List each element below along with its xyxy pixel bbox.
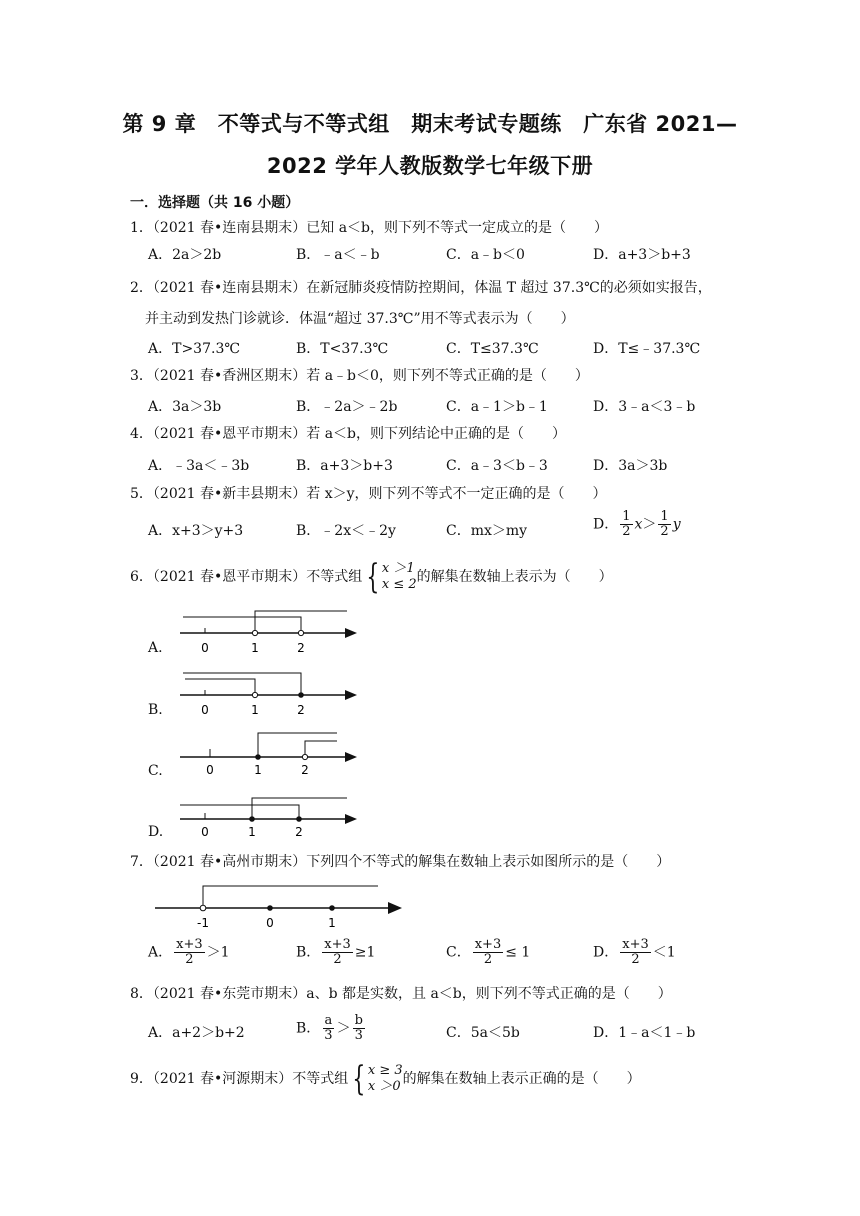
question-5-stem: 5．（2021 春•新丰县期末）若 x＞y，则下列不等式不一定正确的是（ ） xyxy=(130,486,607,502)
option-d: D．T≤﹣37.3℃ xyxy=(593,341,701,357)
svg-text:2: 2 xyxy=(297,641,305,655)
option-d-letter: D． xyxy=(593,516,619,533)
question-3-stem: 3．（2021 春•香洲区期末）若 a﹣b＜0，则下列不等式正确的是（ ） xyxy=(130,368,589,384)
option-b: B． $\frac{x+3}{2}$ ≥1 xyxy=(296,937,376,967)
fraction: $\frac{1}{2}$ xyxy=(660,509,669,539)
section-heading: 一．选择题（共 16 小题） xyxy=(130,195,300,211)
number-line-option-b xyxy=(175,665,365,725)
inequality-system: { x ＞1 x ≤ 2 xyxy=(366,557,417,597)
page-title-line2: 2022 学年人教版数学七年级下册 xyxy=(266,154,594,178)
option-a: A． $\frac{x+3}{2}$ ＞1 xyxy=(148,937,230,967)
option-b: B．a+3＞b+3 xyxy=(296,458,393,474)
option-a: A．x+3＞y+3 xyxy=(148,523,244,539)
option-d: D． $\frac{1}{2}$ x＞ $\frac{1}{2}$ y xyxy=(593,509,681,539)
option-c: C．mx＞my xyxy=(446,523,528,539)
svg-text:1: 1 xyxy=(328,916,336,930)
option-d: D．a+3＞b+3 xyxy=(593,247,691,263)
question-2-stem-line1: 2．（2021 春•连南县期末）在新冠肺炎疫情防控期间，体温 T 超过 37.3℃的必须如实报告， xyxy=(130,280,712,296)
svg-text:1: 1 xyxy=(251,641,259,655)
question-7-options xyxy=(148,938,748,978)
page-title-line1: 第 9 章 不等式与不等式组 期末考试专题练 广东省 2021— xyxy=(122,112,738,136)
question-4-options xyxy=(148,455,748,483)
svg-text:2: 2 xyxy=(301,763,309,777)
svg-text:0: 0 xyxy=(201,703,209,717)
question-1-stem: 1．（2021 春•连南县期末）已知 a＜b，则下列不等式一定成立的是（ ） xyxy=(130,220,609,236)
inequality-system: { x ≥ 3 x ＞0 xyxy=(352,1059,403,1099)
question-7-stem: 7．（2021 春•高州市期末）下列四个不等式的解集在数轴上表示如图所示的是（ ） xyxy=(130,854,671,870)
option-b: B．﹣2a＞﹣2b xyxy=(296,399,398,415)
number-line-option-a xyxy=(175,603,365,663)
svg-text:2: 2 xyxy=(297,703,305,717)
option-c-label: C. xyxy=(148,763,163,779)
question-8-stem: 8．（2021 春•东莞市期末）a、b 都是实数，且 a＜b，则下列不等式正确的是（ ） xyxy=(130,986,672,1002)
option-a: A．﹣3a＜﹣3b xyxy=(148,458,250,474)
svg-text:0: 0 xyxy=(201,641,209,655)
option-d-label: D. xyxy=(148,824,164,840)
option-c: C．a﹣b＜0 xyxy=(446,247,525,263)
option-a: A．T>37.3℃ xyxy=(148,341,241,357)
question-6-stem: 6．（2021 春•恩平市期末）不等式组 { x ＞1 x ≤ 2 的解集在数轴上表示为（ ） xyxy=(130,557,613,597)
question-1-options xyxy=(148,244,748,272)
option-a: A．a+2＞b+2 xyxy=(148,1025,245,1041)
option-c: C．a﹣3＜b﹣3 xyxy=(446,458,548,474)
option-b: B． $\frac{a}{3}$ ＞ $\frac{b}{3}$ xyxy=(296,1013,363,1043)
question-9-stem: 9．（2021 春•河源期末）不等式组 { x ≥ 3 x ＞0 的解集在数轴上表示正确的是（ ） xyxy=(130,1059,641,1099)
number-line-option-c xyxy=(175,727,365,787)
option-d: D．3﹣a＜3﹣b xyxy=(593,399,696,415)
option-b-label: B. xyxy=(148,702,163,718)
option-c: C．a﹣1＞b﹣1 xyxy=(446,399,548,415)
question-8-options xyxy=(148,1013,748,1062)
svg-text:0: 0 xyxy=(201,825,209,839)
option-d: D． $\frac{x+3}{2}$ ＜1 xyxy=(593,937,676,967)
number-line-question-7 xyxy=(150,880,410,935)
option-d: D．1﹣a＜1﹣b xyxy=(593,1025,696,1041)
option-b: B．﹣a＜﹣b xyxy=(296,247,380,263)
svg-text:1: 1 xyxy=(251,703,259,717)
svg-text:-1: -1 xyxy=(197,916,209,930)
option-c: C．5a＜5b xyxy=(446,1025,520,1041)
option-d: D．3a＞3b xyxy=(593,458,668,474)
svg-text:0: 0 xyxy=(206,763,214,777)
svg-text:0: 0 xyxy=(266,916,274,930)
number-line-option-d xyxy=(175,789,365,849)
option-a: A．2a＞2b xyxy=(148,247,222,263)
option-c: C．T≤37.3℃ xyxy=(446,341,539,357)
option-a-label: A. xyxy=(148,640,163,656)
question-4-stem: 4．（2021 春•恩平市期末）若 a＜b，则下列结论中正确的是（ ） xyxy=(130,426,567,442)
svg-text:1: 1 xyxy=(248,825,256,839)
option-a: A．3a＞3b xyxy=(148,399,222,415)
option-b: B．﹣2x＜﹣2y xyxy=(296,523,396,539)
fraction: $\frac{1}{2}$ xyxy=(622,509,631,539)
svg-text:2: 2 xyxy=(295,825,303,839)
question-2-stem-line2: 并主动到发热门诊就诊．体温“超过 37.3℃”用不等式表示为（ ） xyxy=(145,311,575,327)
option-b: B．T<37.3℃ xyxy=(296,341,389,357)
question-5-options xyxy=(148,509,748,548)
option-c: C． $\frac{x+3}{2}$ ≤ 1 xyxy=(446,937,531,967)
svg-text:1: 1 xyxy=(254,763,262,777)
